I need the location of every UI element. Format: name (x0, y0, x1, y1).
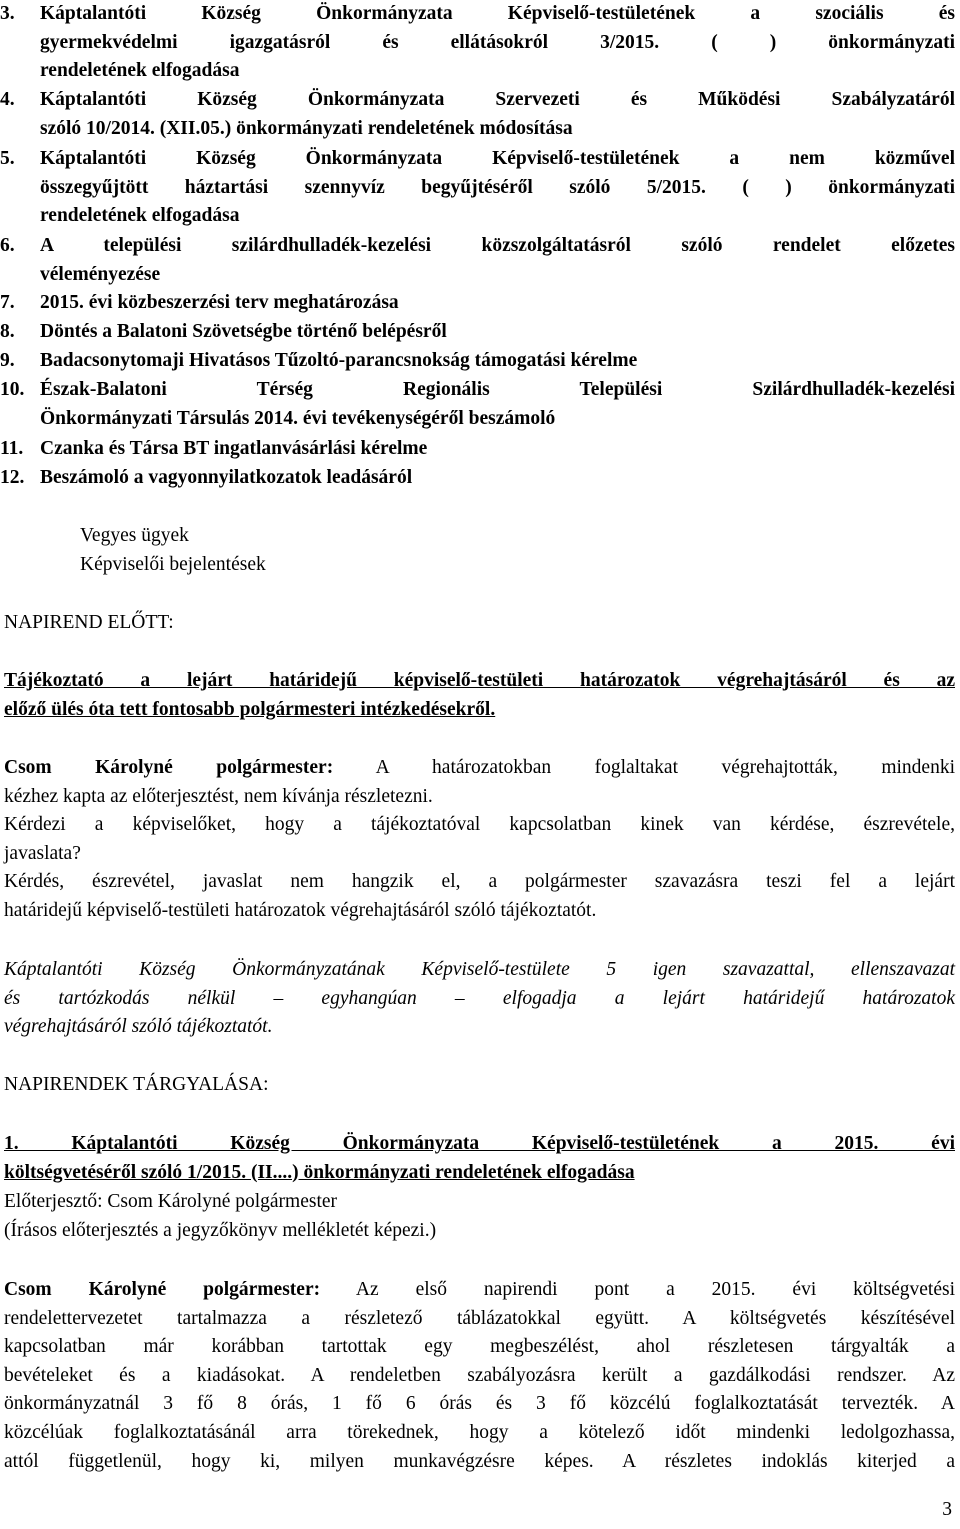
decision-line: Káptalantóti Község Önkormányzatának Képviselő-testülete 5 igen szavazattal, ellenszavazat (4, 959, 955, 980)
list-item-number: 6. (0, 235, 15, 256)
list-item-text: Önkormányzati Társulás 2014. évi tevékenységéről beszámoló (40, 407, 556, 429)
paragraph-line (4, 1276, 955, 1305)
paragraph-line (4, 754, 955, 783)
list-item-text: Beszámoló a vagyonnyilatkozatok leadásáról (40, 467, 413, 488)
speaker-label: Csom Károlyné polgármester: (4, 757, 334, 778)
list-item-text: Észak-Balatoni Térség Regionális Települési Szilárdhulladék-kezelési (40, 379, 955, 400)
paragraph (4, 754, 955, 926)
list-item-text: Káptalantóti Község Önkormányzata Szervezeti és Működési Szabályzatáról (40, 89, 955, 110)
paragraph (4, 1276, 955, 1476)
paragraph-line: Kérdezi a képviselőket, hogy a tájékoztatóval kapcsolatban kinek van kérdése, észrevétele, (4, 814, 955, 836)
list-item-text: Döntés a Balatoni Szövetségbe történő belépésről (40, 321, 447, 342)
list-item (0, 86, 955, 143)
list-item (0, 232, 955, 289)
page-number: 3 (942, 1499, 952, 1520)
list-item-text: rendeletének elfogadása (40, 205, 240, 227)
paragraph-line: Kérdés, észrevétel, javaslat nem hangzik el, a polgármester szavazásra teszi fel a lejárt (4, 871, 955, 893)
list-item-text: A települési szilárdhulladék-kezelési közszolgáltatásról szóló rendelet előzetes (40, 235, 955, 256)
list-item-text: összegyűjtött háztartási szennyvíz begyűjtéséről szóló 5/2015. ( ) önkormányzati (40, 176, 955, 198)
list-item-text: Badacsonytomaji Hivatásos Tűzoltó-parancsnokság támogatási kérelme (40, 350, 638, 371)
list-item-number: 5. (0, 148, 15, 169)
decision-text (4, 956, 955, 1042)
list-item (0, 347, 955, 376)
list-item-number: 8. (0, 321, 15, 342)
speaker-label: Csom Károlyné polgármester: (4, 1279, 321, 1300)
decision-line: végrehajtásáról szóló tájékoztatót. (4, 1016, 273, 1038)
agenda-item-title (4, 1130, 955, 1187)
paragraph-line: önkormányzatnál 3 fő 8 órás, 1 fő 6 órás és 3 fő közcélú foglalkoztatását tervezték. A (4, 1393, 955, 1415)
paragraph-line: bevételeket és a kiadásokat. A rendeletben szabályozásra került a gazdálkodási rendszer. Az (4, 1364, 955, 1386)
list-item (0, 0, 955, 86)
list-item-text: véleményezése (40, 263, 161, 285)
list-item (0, 464, 955, 493)
paragraph-text: A határozatokban foglaltakat végrehajtották, mindenki (333, 757, 955, 778)
info-title-line: Tájékoztató a lejárt határidejű képviselő-testületi határozatok végrehajtásáról és az (4, 670, 955, 691)
presenter: Előterjesztő: Csom Károlyné polgármester (4, 1191, 338, 1212)
paragraph-text: Az első napirendi pont a 2015. évi költségvetési (320, 1279, 955, 1300)
list-item-text: gyermekvédelmi igazgatásról és ellátásokról 3/2015. ( ) önkormányzati (40, 31, 955, 53)
paragraph-line: attól függetlenül, hogy ki, milyen munkavégzésre képes. A részletes indoklás kiterjed a (4, 1450, 955, 1472)
list-item-number: 10. (0, 379, 25, 400)
decision-line: és tartózkodás nélkül – egyhangúan – elfogadja a lejárt határidejű határozatok (4, 987, 955, 1009)
paragraph-line: javaslata? (4, 842, 81, 864)
info-title-line: előző ülés óta tett fontosabb polgármesteri intézkedésekről. (4, 698, 496, 720)
misc-item: Képviselői bejelentések (80, 554, 266, 575)
section-heading: NAPIRENDEK TÁRGYALÁSA: (4, 1074, 269, 1095)
paragraph-line: kapcsolatban már korábban tartottak egy megbeszélést, ahol részletesen tárgyalták a (4, 1336, 955, 1358)
agenda-item-title-line: 1. Káptalantóti Község Önkormányzata Képviselő-testületének a 2015. évi (4, 1133, 955, 1154)
list-item (0, 318, 955, 347)
list-item (0, 376, 955, 433)
list-item-number: 7. (0, 292, 15, 313)
list-item-number: 4. (0, 89, 15, 110)
section-heading: NAPIREND ELŐTT: (4, 612, 174, 633)
list-item-number: 9. (0, 350, 15, 371)
list-item-number: 3. (0, 3, 15, 24)
paragraph-line: rendelettervezetet tartalmazza a részletező táblázatokkal együtt. A költségvetés készítésével (4, 1307, 955, 1329)
list-item-text: Káptalantóti Község Önkormányzata Képviselő-testületének a szociális és (40, 3, 955, 24)
list-item-text: szóló 10/2014. (XII.05.) önkormányzati rendeletének módosítása (40, 117, 573, 139)
info-title (4, 667, 955, 724)
agenda-item-title-line: költségvetéséről szóló 1/2015. (II....) önkormányzati rendeletének elfogadása (4, 1161, 635, 1183)
paragraph-line: kézhez kapta az előterjesztést, nem kívánja részletezni. (4, 785, 433, 807)
paragraph-line: közcélúak foglalkoztatásánál arra törekednek, hogy a kötelező időt mindenki ledolgozhassa, (4, 1421, 955, 1443)
list-item-text: rendeletének elfogadása (40, 60, 240, 82)
list-item-number: 12. (0, 467, 25, 488)
attachment-note: (Írásos előterjesztés a jegyzőkönyv mellékletét képezi.) (4, 1220, 437, 1241)
misc-item: Vegyes ügyek (80, 525, 189, 546)
list-item-text: Káptalantóti Község Önkormányzata Képviselő-testületének a nem közművel (40, 148, 955, 169)
list-item (0, 145, 955, 231)
list-item-text: 2015. évi közbeszerzési terv meghatározása (40, 292, 399, 313)
list-item-number: 11. (0, 438, 24, 459)
list-item (0, 435, 955, 464)
list-item (0, 289, 955, 318)
paragraph-line: határidejű képviselő-testületi határozatok végrehajtásáról szóló tájékoztatót. (4, 899, 597, 921)
list-item-text: Czanka és Társa BT ingatlanvásárlási kérelme (40, 438, 428, 459)
